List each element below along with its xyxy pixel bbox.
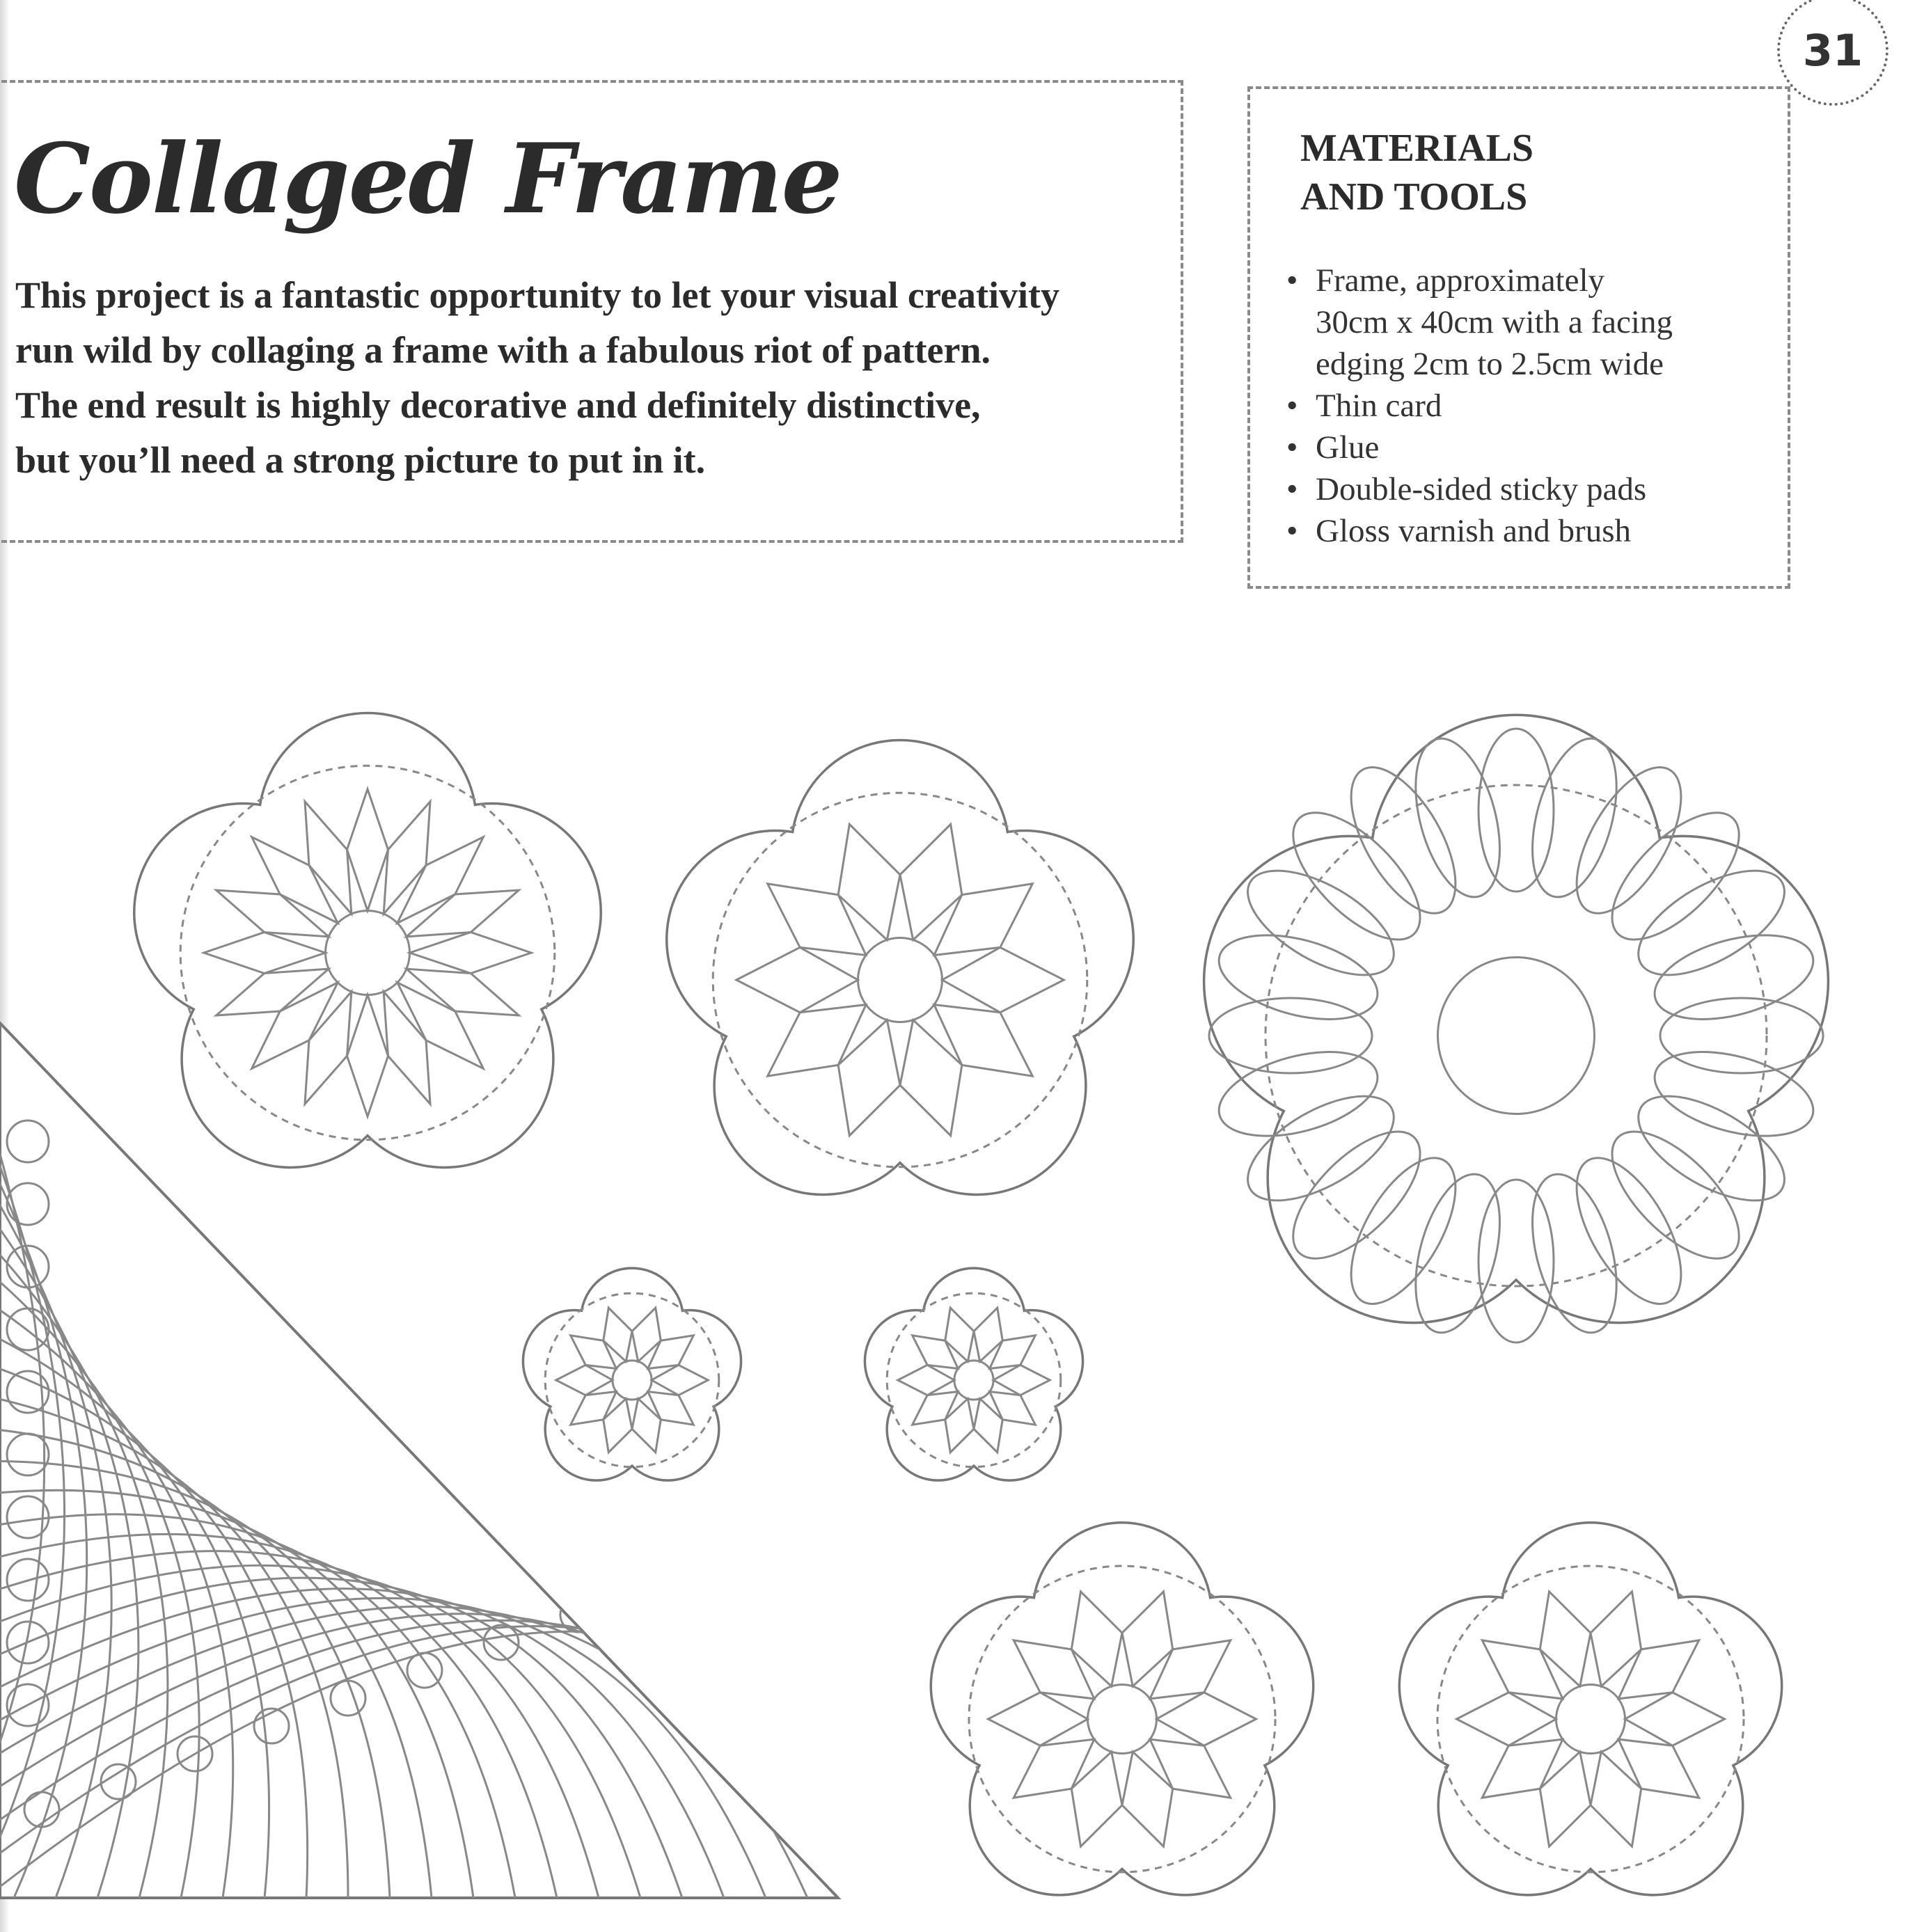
materials-item-continued: edging 2cm to 2.5cm wide	[1316, 346, 1664, 382]
materials-item: • Double-sided sticky pads	[1286, 468, 1673, 510]
page-title: Collaged Frame	[14, 122, 842, 235]
flower-template	[1401, 1524, 1781, 1894]
flower-template	[866, 1269, 1082, 1480]
intro-line: run wild by collaging a frame with a fabulous riot of pattern.	[15, 329, 991, 371]
intro-line: but you’ll need a strong picture to put in it.	[15, 439, 706, 481]
flower-template	[932, 1524, 1312, 1894]
materials-heading: MATERIALS AND TOOLS	[1300, 127, 1534, 219]
flower-template	[135, 714, 599, 1166]
flower-template	[1205, 716, 1827, 1343]
page-number-text: 31	[1802, 24, 1863, 76]
materials-item: • Gloss varnish and brush	[1286, 510, 1673, 552]
intro-line: This project is a fantastic opportunity to let your visual creativity	[15, 274, 1059, 316]
intro-line: The end result is highly decorative and definitely distinctive,	[15, 384, 981, 426]
materials-item-continued: 30cm x 40cm with a facing	[1316, 304, 1673, 340]
flower-template	[524, 1269, 740, 1480]
materials-item: • Thin card	[1286, 385, 1673, 427]
materials-item: • Frame, approximately	[1286, 260, 1673, 301]
flower-template	[668, 741, 1132, 1194]
materials-item: • Glue	[1286, 427, 1673, 468]
